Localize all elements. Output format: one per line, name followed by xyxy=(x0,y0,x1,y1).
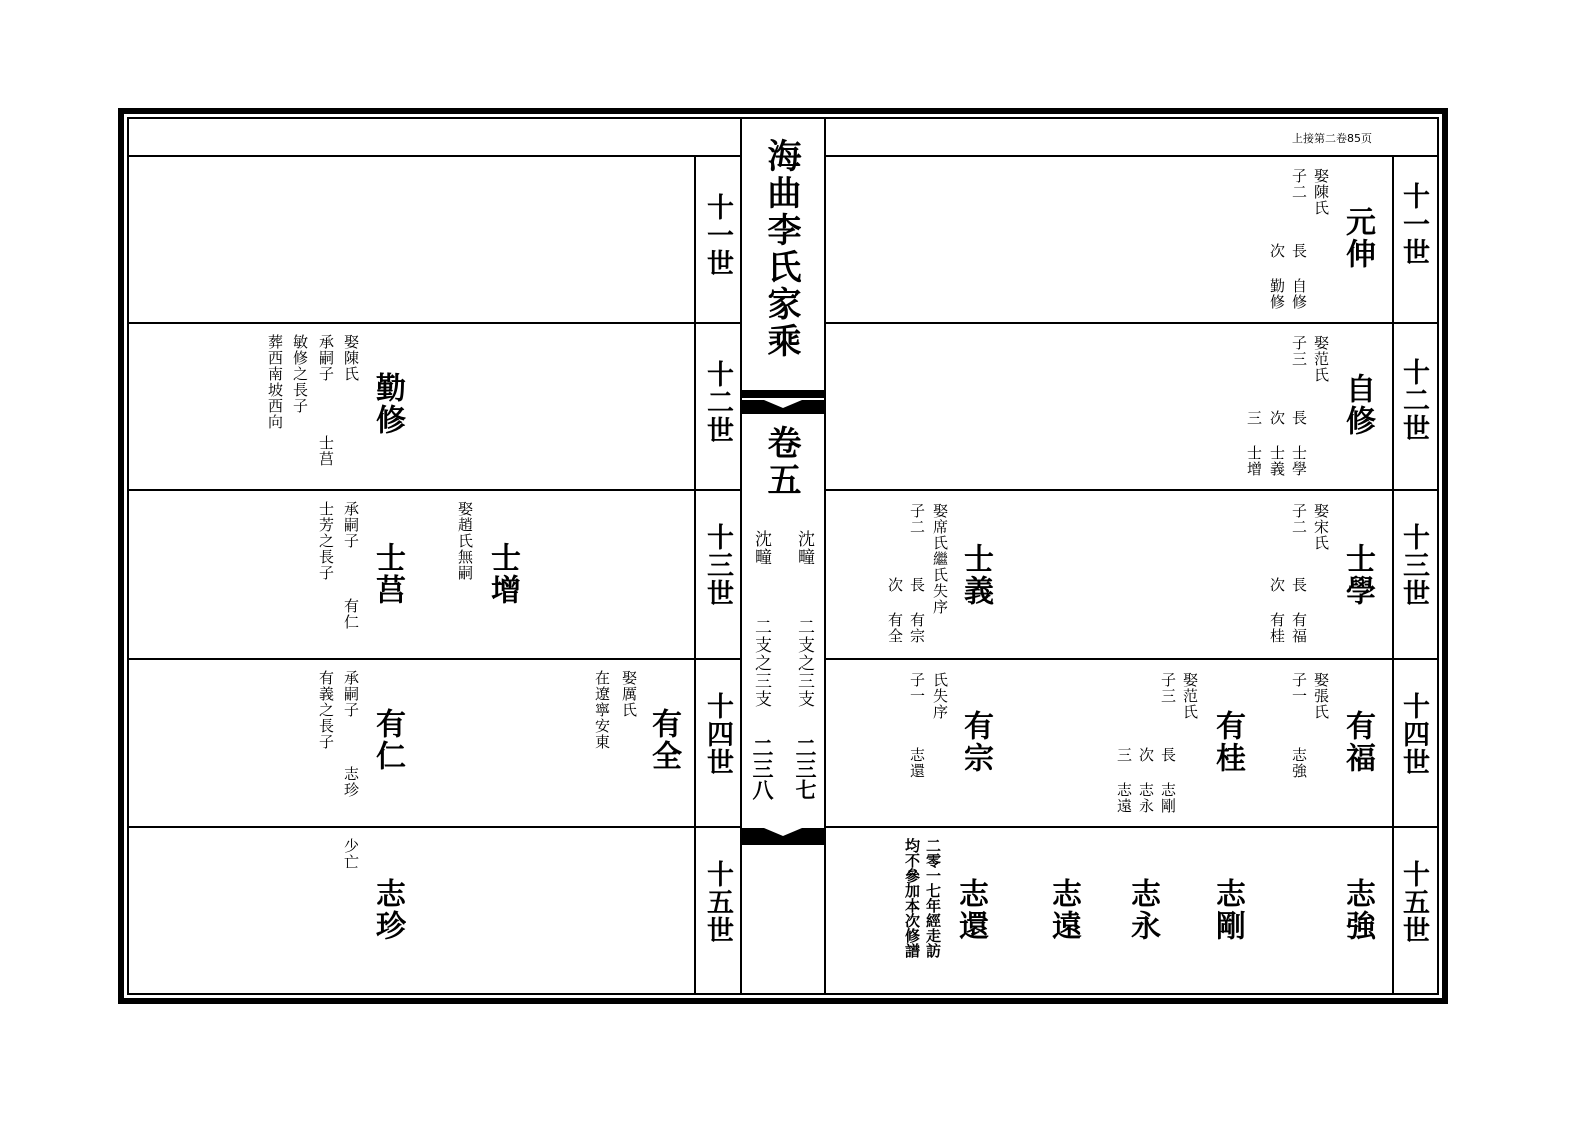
spouse-text: 娶范氏 xyxy=(1181,672,1199,720)
row-rule xyxy=(826,322,1439,324)
spouse-text: 娶范氏 xyxy=(1312,335,1330,383)
spouse-text: 娶陳氏 xyxy=(1312,168,1330,216)
adopt-note: 士芳之長子 xyxy=(317,501,335,581)
death-note: 少亡 xyxy=(342,838,360,870)
son-entry: 長 有福 xyxy=(1290,577,1308,644)
person-name: 有福 xyxy=(1340,710,1375,774)
right-page-number: 二三七 xyxy=(793,737,818,800)
person-name: 元伸 xyxy=(1340,206,1375,270)
person-name: 士學 xyxy=(1340,543,1375,607)
spouse-text: 娶宋氏 xyxy=(1312,503,1330,551)
son-entry: 次 有桂 xyxy=(1268,577,1286,644)
person-name: 有桂 xyxy=(1210,710,1245,774)
gen-label-right: 十五世 xyxy=(1398,860,1429,944)
son-entry: 士莒 xyxy=(317,435,335,467)
gen-label-left: 十一世 xyxy=(702,193,733,277)
person-name: 志還 xyxy=(953,878,988,942)
right-branch: 沈疃 xyxy=(794,530,814,566)
person-name: 自修 xyxy=(1340,373,1375,437)
gen-column-rule-right xyxy=(1392,155,1394,995)
sons-count: 子二 xyxy=(1290,168,1308,200)
sons-count: 子一 xyxy=(1290,672,1308,704)
sons-count: 子二 xyxy=(908,503,926,535)
left-branch: 沈疃 xyxy=(751,530,771,566)
adopt-text: 承嗣子 xyxy=(342,670,360,718)
header-rule-right xyxy=(826,155,1439,157)
son-entry: 次 有全 xyxy=(886,577,904,644)
row-rule xyxy=(127,322,742,324)
person-name: 士義 xyxy=(958,543,993,607)
son-entry: 志珍 xyxy=(342,766,360,798)
adopt-text: 承嗣子 xyxy=(317,334,335,382)
sons-count: 子二 xyxy=(1290,503,1308,535)
visit-note: 二零一七年經走訪 xyxy=(924,838,942,958)
person-name: 有仁 xyxy=(370,708,405,772)
sons-count: 子三 xyxy=(1159,672,1177,704)
gen-label-right: 十三世 xyxy=(1398,523,1429,607)
son-entry: 志還 xyxy=(908,747,926,779)
left-branch-sub: 二支之三支 xyxy=(751,618,771,708)
burial-text: 葬西南坡西向 xyxy=(266,334,284,430)
gen-label-right: 十二世 xyxy=(1398,358,1429,442)
spouse-text: 娶趙氏無嗣 xyxy=(456,501,474,581)
son-entry: 長 士學 xyxy=(1290,410,1308,477)
row-rule xyxy=(826,489,1439,491)
sons-count: 子一 xyxy=(908,672,926,704)
person-name: 志強 xyxy=(1340,878,1375,942)
gen-label-left: 十二世 xyxy=(702,360,733,444)
adopt-note: 有義之長子 xyxy=(317,670,335,750)
row-rule xyxy=(127,489,742,491)
person-name: 勤修 xyxy=(370,372,405,436)
spouse-text: 氏失序 xyxy=(931,672,949,720)
sons-count: 子三 xyxy=(1290,335,1308,367)
right-branch-sub: 二支之三支 xyxy=(794,618,814,708)
header-rule-left xyxy=(127,155,742,157)
person-name: 有全 xyxy=(646,708,681,772)
adopt-text: 承嗣子 xyxy=(342,501,360,549)
spouse-text: 娶陳氏 xyxy=(342,334,360,382)
row-rule xyxy=(127,658,742,660)
gen-label-right: 十四世 xyxy=(1398,692,1429,776)
spouse-text: 娶厲氏 xyxy=(620,670,638,718)
spine-rule-right xyxy=(824,117,826,995)
person-name: 士增 xyxy=(485,542,520,606)
son-entry: 三 士增 xyxy=(1245,410,1263,477)
son-entry: 長 自修 xyxy=(1290,243,1308,310)
person-name: 志剛 xyxy=(1210,878,1245,942)
left-page-number: 二三八 xyxy=(750,737,775,800)
son-entry: 長 有宗 xyxy=(908,577,926,644)
row-rule xyxy=(127,826,742,828)
gen-label-left: 十五世 xyxy=(702,860,733,944)
gen-column-rule-left xyxy=(694,155,696,995)
person-name: 士莒 xyxy=(370,542,405,606)
son-entry: 次 士義 xyxy=(1268,410,1286,477)
book-title: 海曲李氏家乘 xyxy=(761,138,801,360)
gen-label-left: 十三世 xyxy=(702,523,733,607)
gen-label-right: 十一世 xyxy=(1398,182,1429,266)
spouse-text: 娶席氏繼氏失序 xyxy=(931,503,949,615)
person-name: 有宗 xyxy=(958,710,993,774)
row-rule xyxy=(826,658,1439,660)
row-rule xyxy=(826,826,1439,828)
son-entry: 有仁 xyxy=(342,598,360,630)
son-entry: 三 志遠 xyxy=(1115,747,1133,814)
volume-label: 卷五 xyxy=(761,425,801,499)
son-entry: 次 勤修 xyxy=(1268,243,1286,310)
gen-label-left: 十四世 xyxy=(702,692,733,776)
son-entry: 次 志永 xyxy=(1137,747,1155,814)
residence-text: 在遼寧安東 xyxy=(593,670,611,750)
page-continuation: 上接第二卷85页 xyxy=(1292,132,1372,145)
person-name: 志珍 xyxy=(370,878,405,942)
spine-band-top xyxy=(742,390,824,398)
person-name: 志遠 xyxy=(1046,878,1081,942)
visit-note: 均不參加本次修譜 xyxy=(903,838,921,958)
son-entry: 志強 xyxy=(1290,747,1308,779)
son-entry: 長 志剛 xyxy=(1159,747,1177,814)
adopt-note: 敏修之長子 xyxy=(291,334,309,414)
person-name: 志永 xyxy=(1125,878,1160,942)
spouse-text: 娶張氏 xyxy=(1312,672,1330,720)
